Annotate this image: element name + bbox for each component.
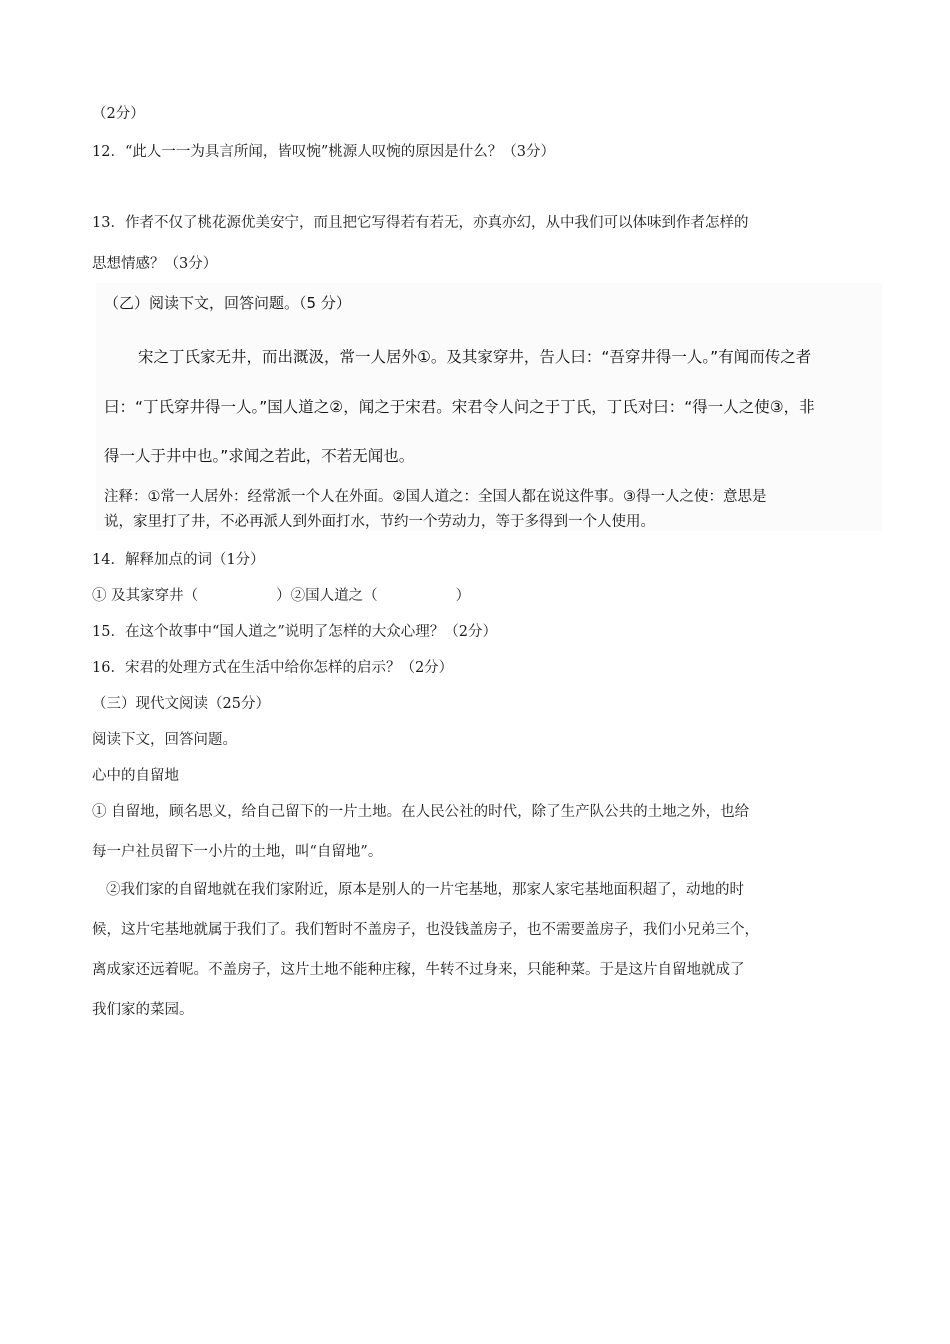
paragraph-2-line2: 候，这片宅基地就属于我们了。我们暂时不盖房子，也没钱盖房子，也不需要盖房子，我们小兄弟三个， — [92, 922, 759, 938]
reading-intro: 阅读下文，回答问题。 — [92, 732, 237, 748]
passage-b-note1: 注释：①常一人居外：经常派一个人在外面。②国人道之：全国人都在说这件事。③得一人之使：意思是 — [104, 489, 767, 505]
article-title: 心中的自留地 — [92, 768, 179, 784]
paragraph-2-line3: 离成家还远着呢。不盖房子，这片土地不能种庄稼，牛转不过身来，只能种菜。于是这片自留地就成了 — [92, 962, 745, 978]
score-note: （2分） — [92, 106, 145, 122]
paragraph-2-line1: ②我们家的自留地就在我们家附近，原本是别人的一片宅基地，那家人家宅基地面积超了，动地的时 — [106, 882, 744, 898]
question-16: 16．宋君的处理方式在生活中给你怎样的启示？（2分） — [92, 660, 454, 676]
question-14-blanks — [92, 584, 470, 605]
passage-b-line2: 曰：“丁氏穿井得一人。”国人道之②，闻之于宋君。宋君令人问之于丁氏，丁氏对曰：“得一人之使③，非 — [104, 398, 815, 416]
passage-b-note2: 说，家里打了井，不必再派人到外面打水，节约一个劳动力，等于多得到一个人使用。 — [104, 514, 655, 530]
question-15: 15．在这个故事中“国人道之”说明了怎样的大众心理？（2分） — [92, 624, 497, 640]
question-12: 12．“此人一一为具言所闻，皆叹惋”桃源人叹惋的原因是什么？（3分） — [92, 144, 555, 160]
question-14-part1: ① 及其家穿井（ — [92, 588, 199, 604]
question-14: 14．解释加点的词（1分） — [92, 552, 265, 568]
paragraph-1-line2: 每一户社员留下一小片的土地，叫“自留地”。 — [92, 844, 383, 860]
question-14-part2: ）②国人道之（ — [276, 588, 378, 604]
section-3-heading: （三）现代文阅读（25分） — [92, 696, 270, 712]
paragraph-1-line1: ① 自留地，顾名思义，给自己留下的一片土地。在人民公社的时代，除了生产队公共的土地之外，也给 — [92, 804, 750, 820]
passage-b-line3: 得一人于井中也。”求闻之若此，不若无闻也。 — [104, 447, 415, 465]
passage-b-line1: 宋之丁氏家无井，而出溉汲，常一人居外①。及其家穿井，告人曰：“吾穿井得一人。”有闻而传之者 — [138, 348, 812, 366]
question-13-line2: 思想情感？（3分） — [92, 256, 218, 272]
passage-b-heading: （乙）阅读下文，回答问题。（5 分） — [104, 294, 351, 312]
question-13-line1: 13．作者不仅了桃花源优美安宁，而且把它写得若有若无，亦真亦幻，从中我们可以体味到作者怎样的 — [92, 215, 749, 231]
paragraph-2-line4: 我们家的菜园。 — [92, 1002, 194, 1018]
question-14-part3: ） — [455, 588, 471, 604]
